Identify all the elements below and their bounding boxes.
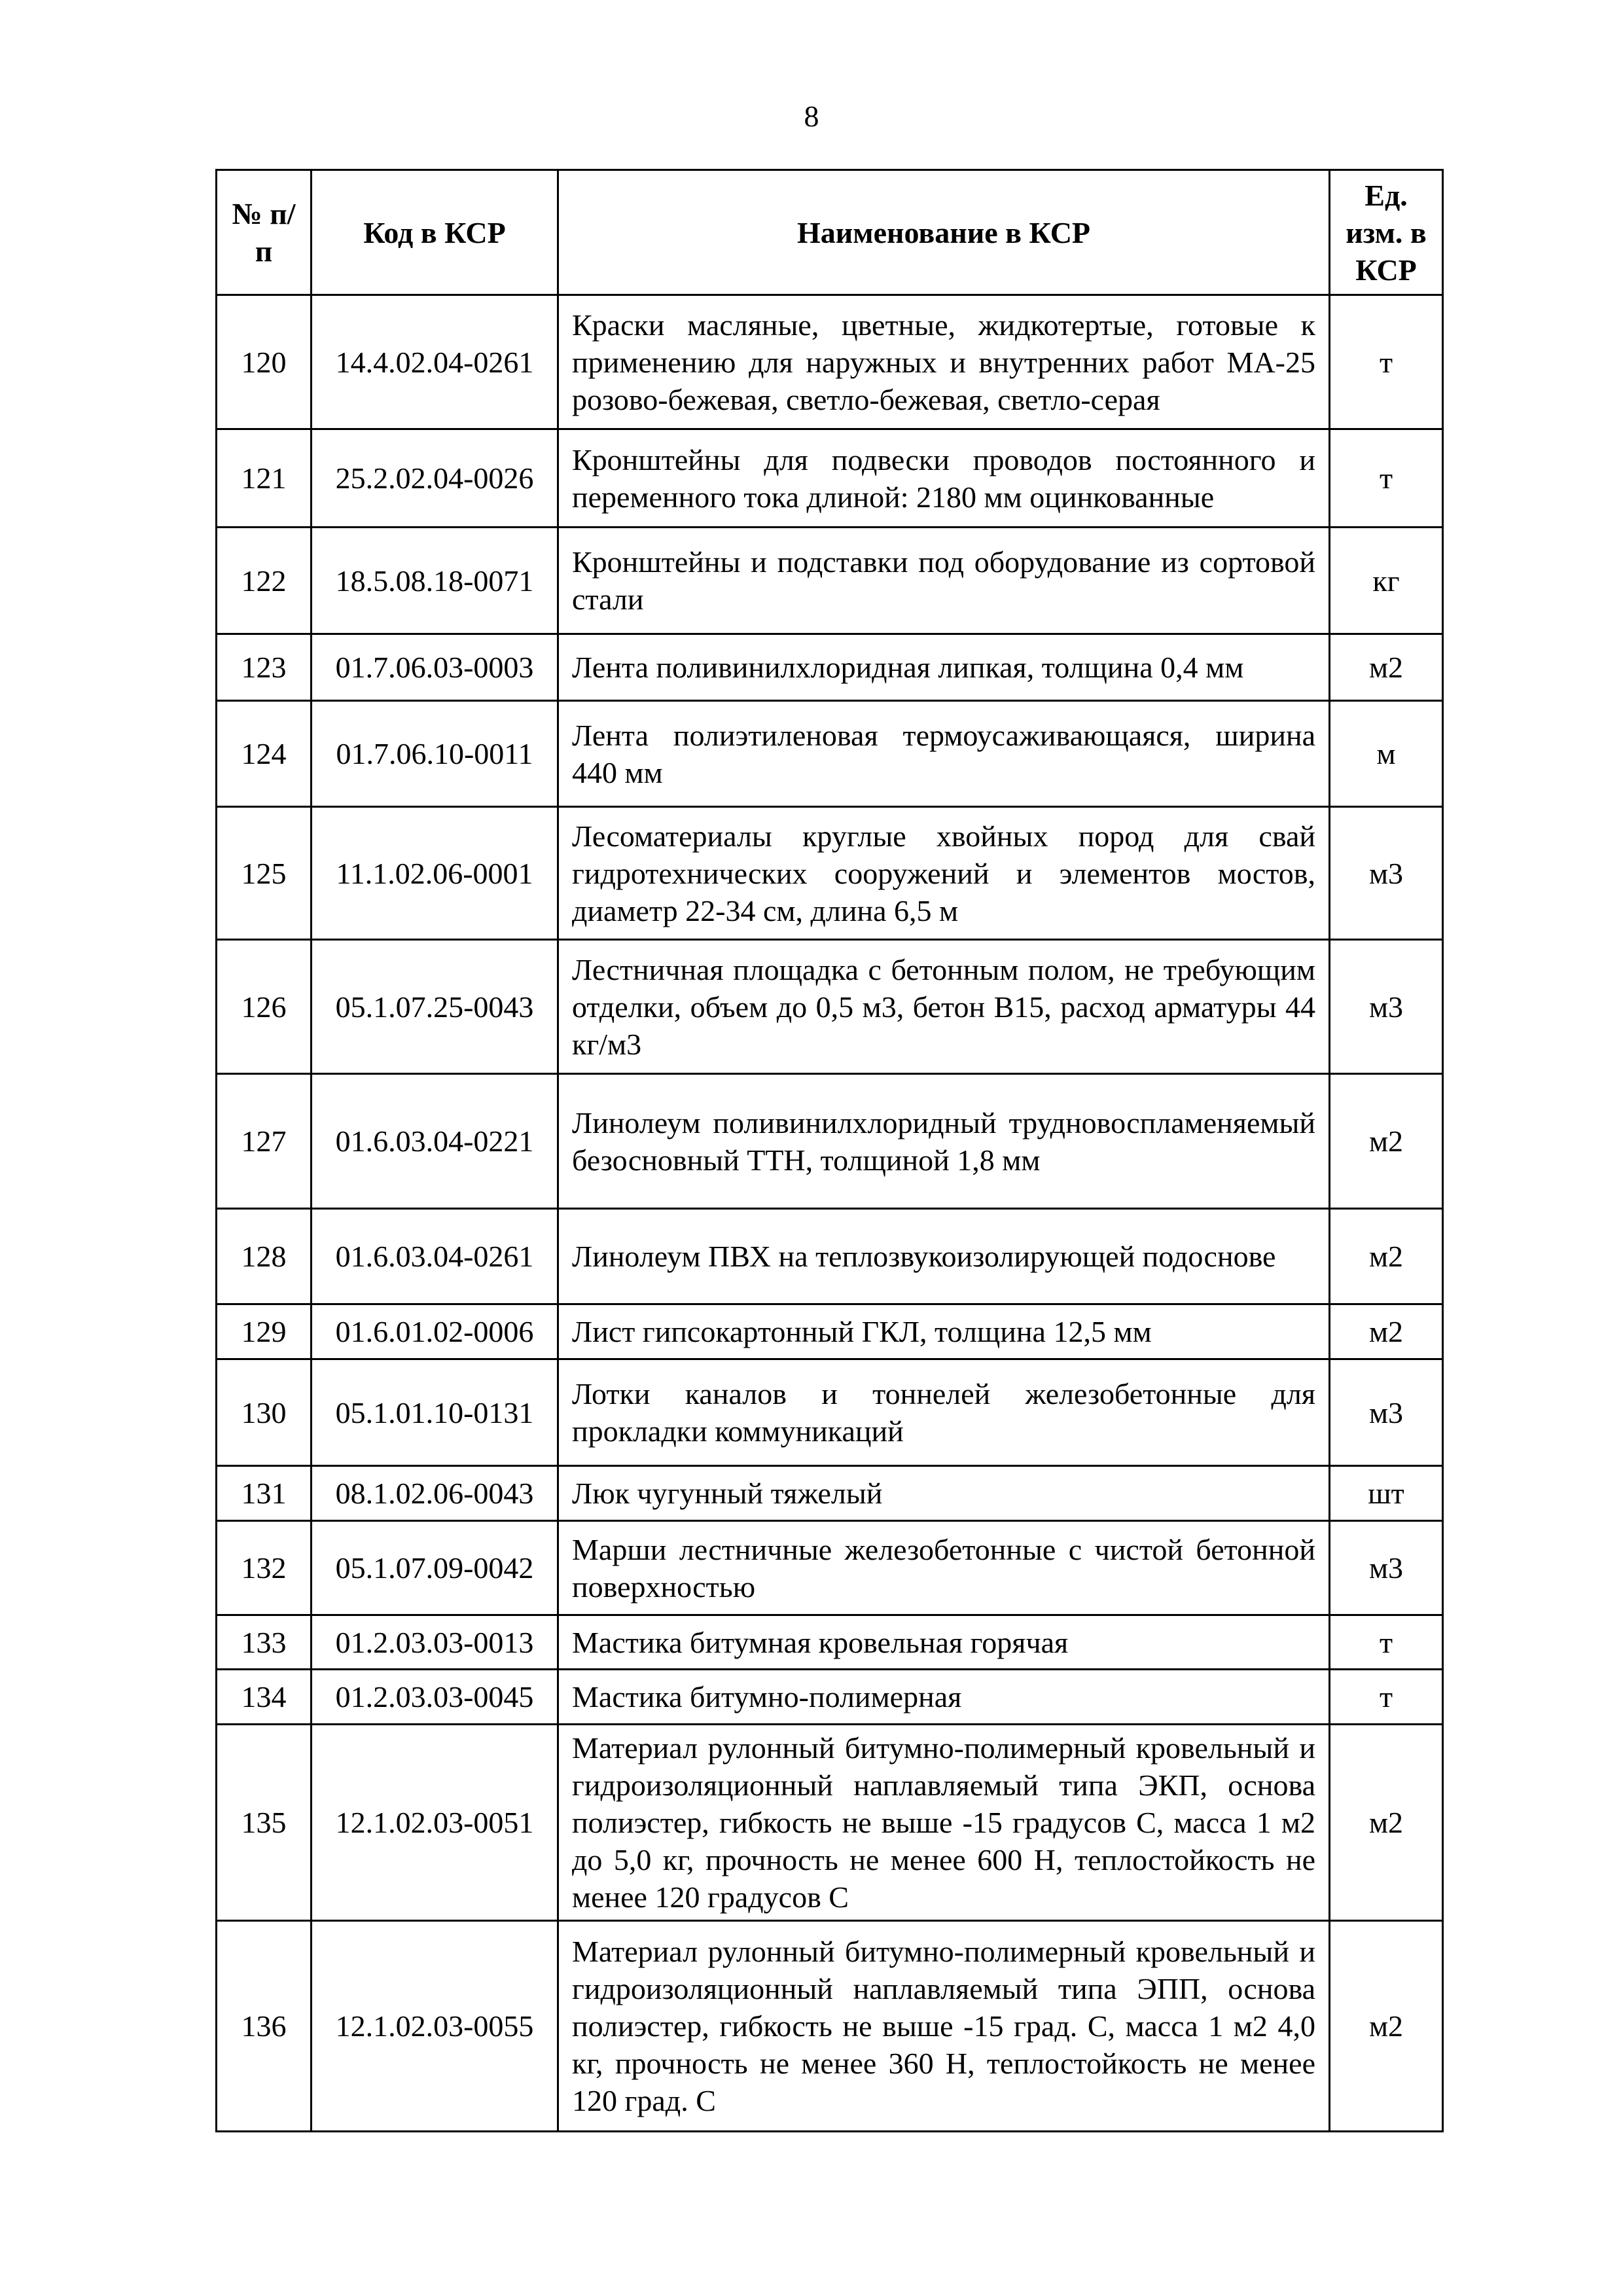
row-code: 01.6.03.04-0261 bbox=[312, 1209, 558, 1304]
row-code: 12.1.02.03-0051 bbox=[312, 1725, 558, 1921]
row-name: Люк чугунный тяжелый bbox=[558, 1466, 1330, 1521]
row-num: 129 bbox=[217, 1304, 312, 1359]
row-unit: м2 bbox=[1330, 634, 1443, 701]
row-code: 14.4.02.04-0261 bbox=[312, 295, 558, 429]
row-code: 01.6.03.04-0221 bbox=[312, 1074, 558, 1209]
row-unit: м2 bbox=[1330, 1304, 1443, 1359]
header-code: Код в КСР bbox=[312, 170, 558, 295]
row-num: 128 bbox=[217, 1209, 312, 1304]
row-unit: м bbox=[1330, 701, 1443, 807]
row-num: 120 bbox=[217, 295, 312, 429]
row-name: Лотки каналов и тоннелей железобетонные для прокладки коммуникаций bbox=[558, 1359, 1330, 1466]
row-name: Лента поливинилхлоридная липкая, толщина 0,4 мм bbox=[558, 634, 1330, 701]
row-num: 136 bbox=[217, 1921, 312, 2132]
row-unit: т bbox=[1330, 295, 1443, 429]
row-name: Линолеум поливинилхлоридный трудновоспламеняемый безосновный ТТН, толщиной 1,8 мм bbox=[558, 1074, 1330, 1209]
row-name: Марши лестничные железобетонные с чистой бетонной поверхностью bbox=[558, 1521, 1330, 1615]
row-name: Кронштейны для подвески проводов постоянного и переменного тока длиной: 2180 мм оцинкованные bbox=[558, 429, 1330, 528]
header-num: № п/п bbox=[217, 170, 312, 295]
row-name: Лесоматериалы круглые хвойных пород для свай гидротехнических сооружений и элементов мостов, диаметр 22-34 см, длина 6,5 м bbox=[558, 807, 1330, 940]
row-name: Краски масляные, цветные, жидкотертые, готовые к применению для наружных и внутренних работ МА-25 розово-бежевая, светло-бежевая, светло-серая bbox=[558, 295, 1330, 429]
row-code: 05.1.01.10-0131 bbox=[312, 1359, 558, 1466]
row-num: 135 bbox=[217, 1725, 312, 1921]
row-code: 05.1.07.25-0043 bbox=[312, 940, 558, 1074]
table-row bbox=[217, 701, 1443, 807]
row-num: 132 bbox=[217, 1521, 312, 1615]
table-row bbox=[217, 295, 1443, 429]
table-row bbox=[217, 1074, 1443, 1209]
row-code: 01.2.03.03-0013 bbox=[312, 1615, 558, 1670]
row-code: 08.1.02.06-0043 bbox=[312, 1466, 558, 1521]
row-code: 25.2.02.04-0026 bbox=[312, 429, 558, 528]
row-code: 11.1.02.06-0001 bbox=[312, 807, 558, 940]
row-name: Кронштейны и подставки под оборудование из сортовой стали bbox=[558, 528, 1330, 634]
table-row bbox=[217, 1466, 1443, 1521]
row-num: 122 bbox=[217, 528, 312, 634]
row-num: 125 bbox=[217, 807, 312, 940]
row-unit: м2 bbox=[1330, 1921, 1443, 2132]
row-num: 134 bbox=[217, 1670, 312, 1725]
row-unit: т bbox=[1330, 1670, 1443, 1725]
table-row bbox=[217, 528, 1443, 634]
row-name: Лента полиэтиленовая термоусаживающаяся, ширина 440 мм bbox=[558, 701, 1330, 807]
row-num: 124 bbox=[217, 701, 312, 807]
row-code: 18.5.08.18-0071 bbox=[312, 528, 558, 634]
row-name: Лист гипсокартонный ГКЛ, толщина 12,5 мм bbox=[558, 1304, 1330, 1359]
table-row bbox=[217, 1209, 1443, 1304]
table-row bbox=[217, 1670, 1443, 1725]
row-name: Лестничная площадка с бетонным полом, не требующим отделки, объем до 0,5 м3, бетон В15, расход арматуры 44 кг/м3 bbox=[558, 940, 1330, 1074]
row-unit: м3 bbox=[1330, 1359, 1443, 1466]
row-code: 01.7.06.03-0003 bbox=[312, 634, 558, 701]
table-row bbox=[217, 940, 1443, 1074]
row-unit: м2 bbox=[1330, 1074, 1443, 1209]
row-num: 121 bbox=[217, 429, 312, 528]
header-unit: Ед. изм. в КСР bbox=[1330, 170, 1443, 295]
row-num: 131 bbox=[217, 1466, 312, 1521]
row-unit: кг bbox=[1330, 528, 1443, 634]
row-code: 05.1.07.09-0042 bbox=[312, 1521, 558, 1615]
table-row bbox=[217, 1725, 1443, 1921]
row-name: Материал рулонный битумно-полимерный кровельный и гидроизоляционный наплавляемый типа ЭПП, основа полиэстер, гибкость не выше -15 град. С, масса 1 м2 4,0 кг, прочность не менее 360 Н, теплостойкость не менее 120 град. С bbox=[558, 1921, 1330, 2132]
row-unit: шт bbox=[1330, 1466, 1443, 1521]
row-num: 127 bbox=[217, 1074, 312, 1209]
table-row bbox=[217, 634, 1443, 701]
row-unit: т bbox=[1330, 1615, 1443, 1670]
row-num: 130 bbox=[217, 1359, 312, 1466]
materials-table bbox=[215, 169, 1444, 2132]
row-name: Мастика битумно-полимерная bbox=[558, 1670, 1330, 1725]
row-code: 12.1.02.03-0055 bbox=[312, 1921, 558, 2132]
row-code: 01.7.06.10-0011 bbox=[312, 701, 558, 807]
table-header-row bbox=[217, 170, 1443, 295]
row-unit: м3 bbox=[1330, 940, 1443, 1074]
table-row bbox=[217, 429, 1443, 528]
row-num: 126 bbox=[217, 940, 312, 1074]
row-unit: м2 bbox=[1330, 1209, 1443, 1304]
row-name: Мастика битумная кровельная горячая bbox=[558, 1615, 1330, 1670]
row-unit: м3 bbox=[1330, 807, 1443, 940]
row-name: Материал рулонный битумно-полимерный кровельный и гидроизоляционный наплавляемый типа ЭКП, основа полиэстер, гибкость не выше -15 градусов С, масса 1 м2 до 5,0 кг, прочность не менее 600 Н, теплостойкость не менее 120 градусов С bbox=[558, 1725, 1330, 1921]
row-num: 133 bbox=[217, 1615, 312, 1670]
page-number: 8 bbox=[804, 99, 819, 133]
row-unit: м3 bbox=[1330, 1521, 1443, 1615]
table-row bbox=[217, 1304, 1443, 1359]
row-code: 01.2.03.03-0045 bbox=[312, 1670, 558, 1725]
table-row bbox=[217, 1615, 1443, 1670]
header-name: Наименование в КСР bbox=[558, 170, 1330, 295]
row-unit: т bbox=[1330, 429, 1443, 528]
table-row bbox=[217, 1921, 1443, 2132]
row-name: Линолеум ПВХ на теплозвукоизолирующей подоснове bbox=[558, 1209, 1330, 1304]
table-row bbox=[217, 1359, 1443, 1466]
table-row bbox=[217, 1521, 1443, 1615]
row-unit: м2 bbox=[1330, 1725, 1443, 1921]
row-code: 01.6.01.02-0006 bbox=[312, 1304, 558, 1359]
table-row bbox=[217, 807, 1443, 940]
row-num: 123 bbox=[217, 634, 312, 701]
